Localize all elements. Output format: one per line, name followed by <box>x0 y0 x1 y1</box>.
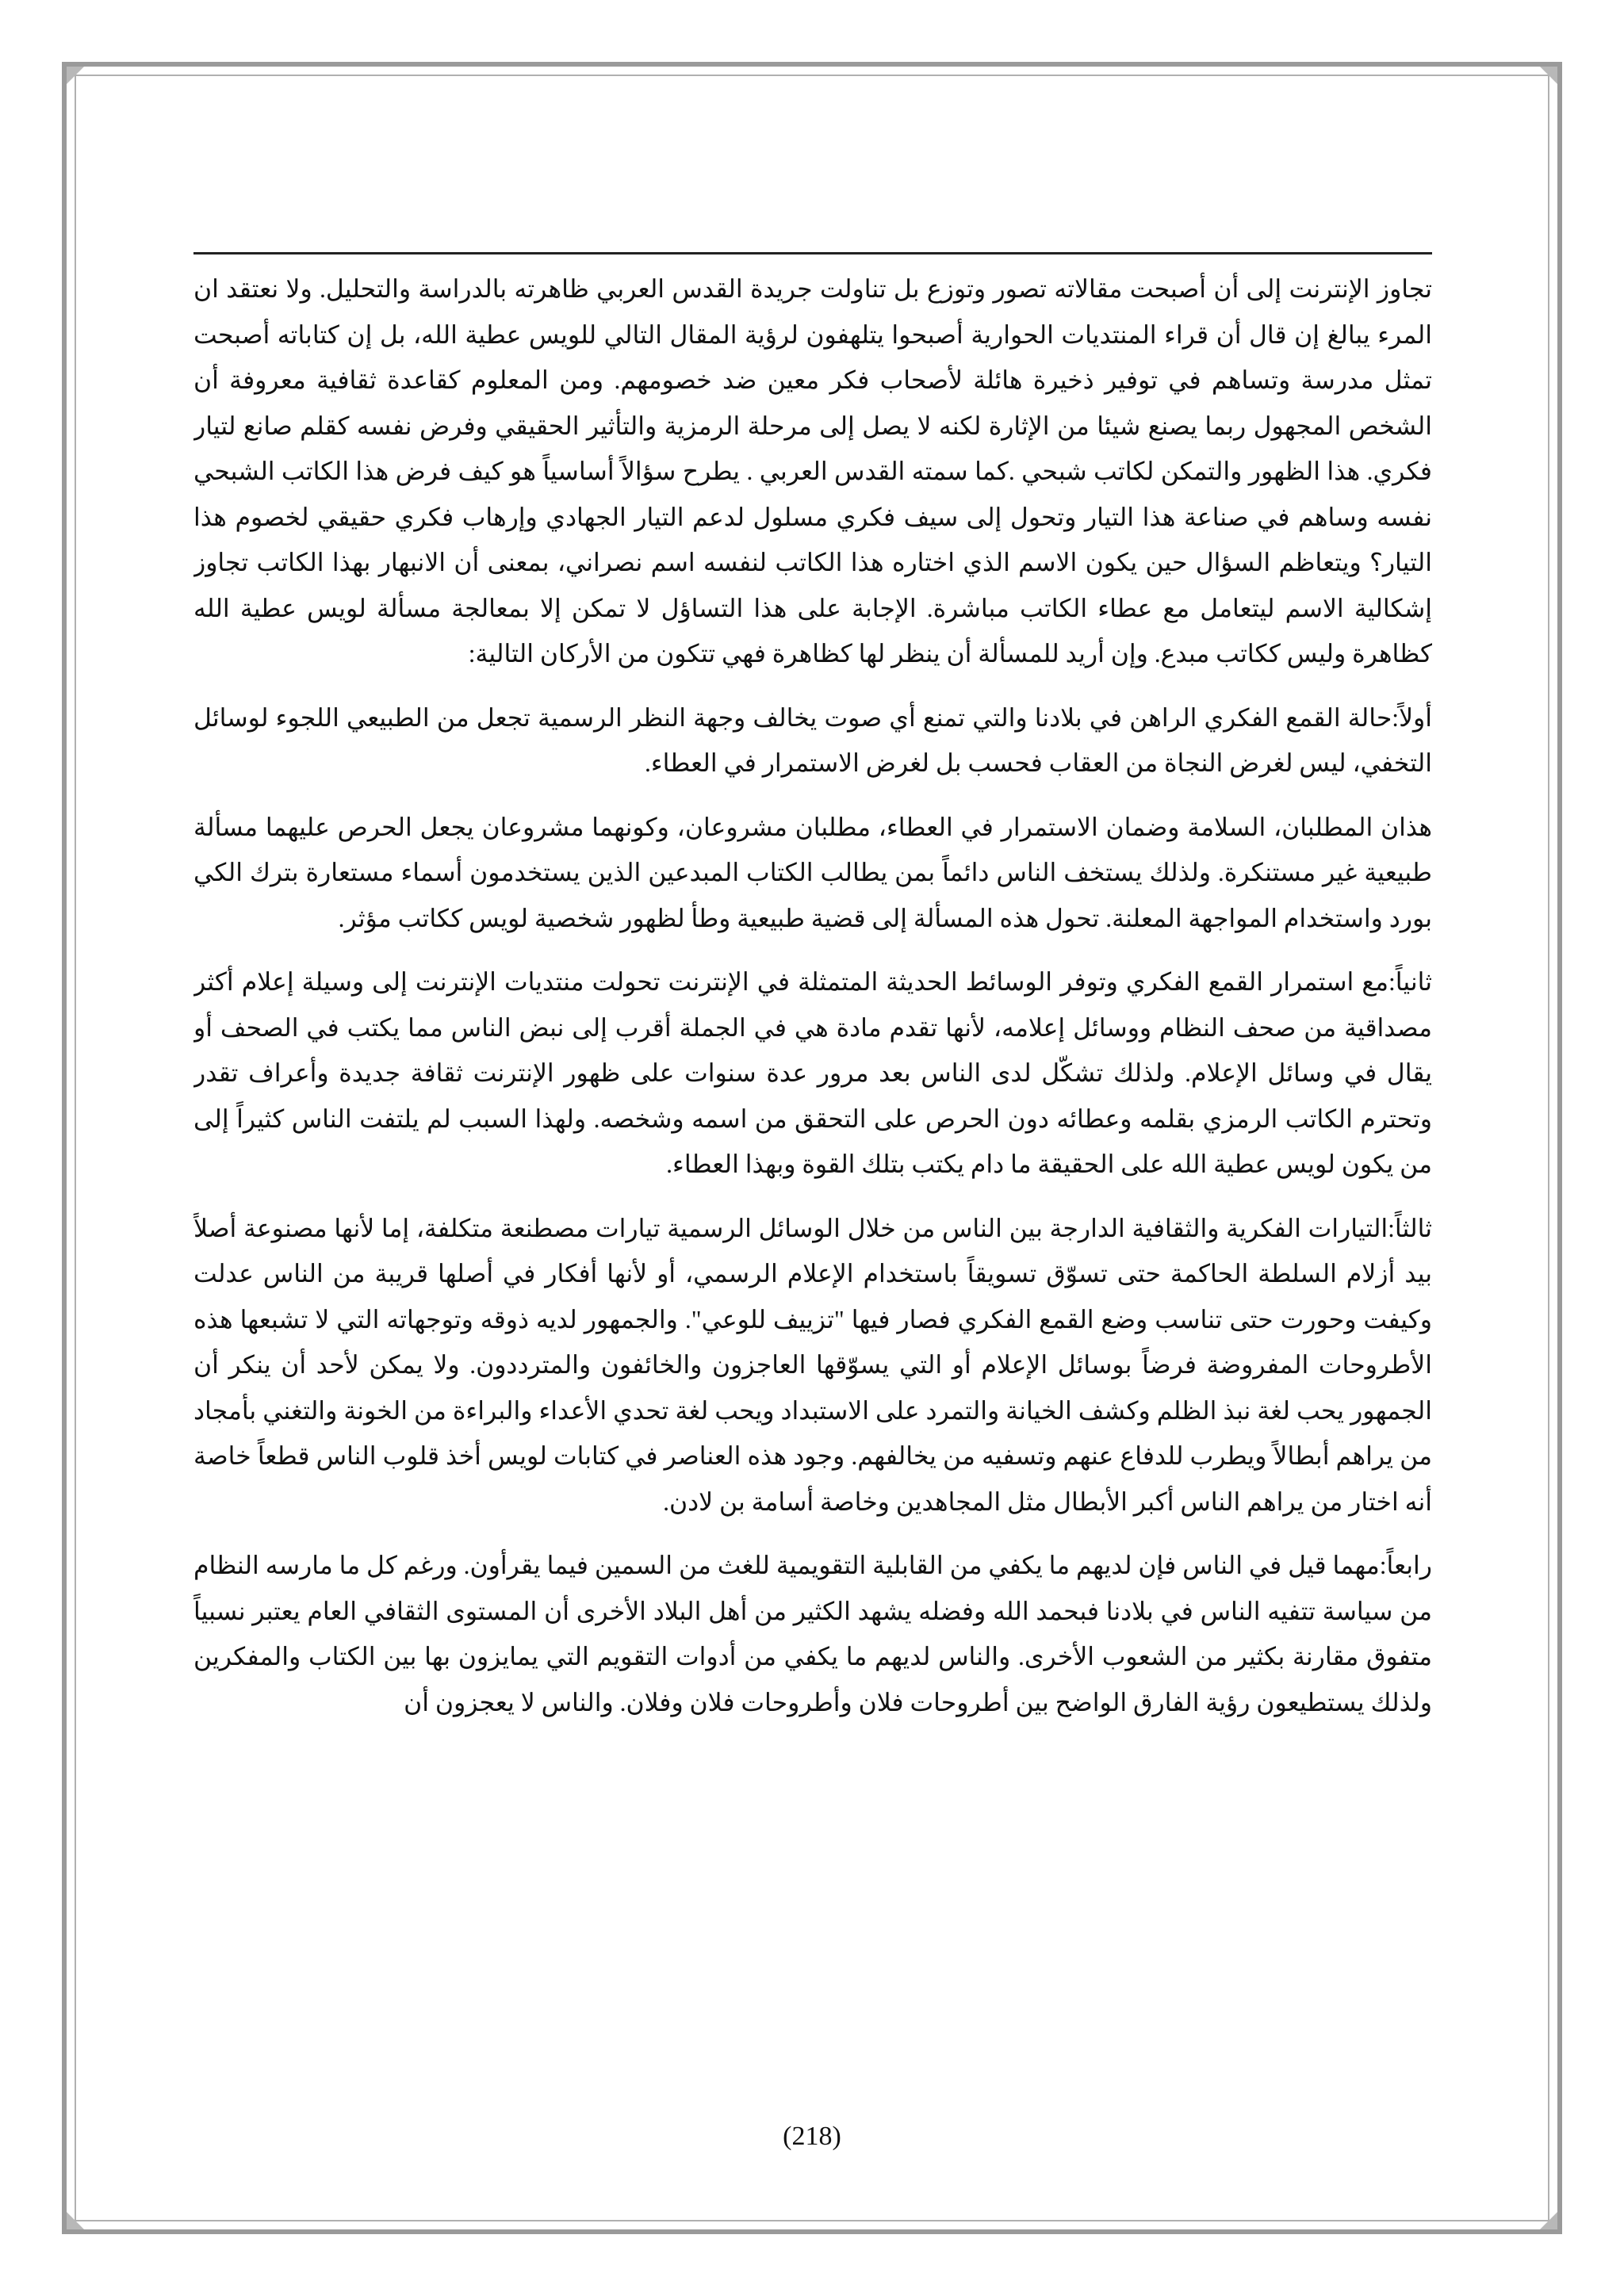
paragraph-first-point-continued: هذان المطلبان، السلامة وضمان الاستمرار في العطاء، مطلبان مشروعان، وكونهما مشروعان يجعل الحرص عليهما مسألة طبيعية غير مستنكرة. ولذلك يستخف الناس دائماً بمن يطالب الكتاب المبدعين الذين يستخدمون أسماء مستعارة بترك الكي بورد واستخدام المواجهة المعلنة. تحول هذه المسألة إلى قضية طبيعية وطأ لظهور شخصية لويس ككاتب مؤثر. <box>193 813 1432 932</box>
border-corner-ornament <box>67 2212 84 2229</box>
paragraph-fourth-point: رابعاً:مهما قيل في الناس فإن لديهم ما يكفي من القابلية التقويمية للغث من السمين فيما يقرأون. ورغم كل ما مارسه النظام من سياسة تتفيه الناس في بلادنا فبحمد الله وفضله يشهد الكثير من أهل البلاد الأخرى أن المستوى الثقافي العام يعتبر نسبياً متفوق مقارنة بكثير من الشعوب الأخرى. والناس لديهم ما يكفي من أدوات التقويم التي يمايزون بها بين الكتاب والمفكرين ولذلك يستطيعون رؤية الفارق الواضح بين أطروحات فلان وأطروحات فلان وفلان. والناس لا يعجزون أن <box>193 1552 1432 1716</box>
border-corner-ornament <box>1540 67 1557 84</box>
paragraph-third-point: ثالثاً:التيارات الفكرية والثقافية الدارجة بين الناس من خلال الوسائل الرسمية تيارات مصطنعة متكلفة، إما لأنها مصنوعة أصلاً بيد أزلام السلطة الحاكمة حتى تسوّق تسويقاً باستخدام الإعلام الرسمي، أو لأنها أفكار في أصلها قريبة من الناس عدلت وكيفت وحورت حتى تناسب وضع القمع الفكري فصار فيها "تزييف للوعي". والجمهور لديه ذوقه وتوجهاته التي لا تشبعها هذه الأطروحات المفروضة فرضاً بوسائل الإعلام أو التي يسوّقها العاجزون والخائفون والمترددون. ولا يمكن لأحد أن ينكر أن الجمهور يحب لغة نبذ الظلم وكشف الخيانة والتمرد على الاستبداد ويحب لغة تحدي الأعداء والبراءة من الخونة والتغني بأمجاد من يراهم أبطالاً ويطرب للدفاع عنهم وتسفيه من يخالفهم. وجود هذه العناصر في كتابات لويس أخذ قلوب الناس قطعاً خاصة أنه اختار من يراهم الناس أكبر الأبطال مثل المجاهدين وخاصة أسامة بن لادن. <box>193 1214 1432 1516</box>
paragraph-first-point: أولاً:حالة القمع الفكري الراهن في بلادنا والتي تمنع أي صوت يخالف وجهة النظر الرسمية تجعل من الطبيعي اللجوء لوسائل التخفي، ليس لغرض النجاة من العقاب فحسب بل لغرض الاستمرار في العطاء. <box>193 703 1432 777</box>
paragraph-second-point: ثانياً:مع استمرار القمع الفكري وتوفر الوسائط الحديثة المتمثلة في الإنترنت تحولت منتديات الإنترنت إلى وسيلة إعلام أكثر مصداقية من صحف النظام ووسائل إعلامه، لأنها تقدم مادة هي في الجملة أقرب إلى نبض الناس مما يكتب في الصحف أو يقال في وسائل الإعلام. ولذلك تشكّل لدى الناس بعد مرور عدة سنوات على ظهور الإنترنت ثقافة جديدة وأعراف تقدر وتحترم الكاتب الرمزي بقلمه وعطائه دون الحرص على التحقق من اسمه وشخصه. ولهذا السبب لم يلتفت الناس كثيراً إلى من يكون لويس عطية الله على الحقيقة ما دام يكتب بتلك القوة وبهذا العطاء. <box>193 968 1432 1178</box>
paragraph-intro: تجاوز الإنترنت إلى أن أصبحت مقالاته تصور وتوزع بل تناولت جريدة القدس العربي ظاهرته بالدراسة والتحليل. ولا نعتقد ان المرء يبالغ إن قال أن قراء المنتديات الحوارية أصبحوا يتلهفون لرؤية المقال التالي للويس عطية الله، بل إن كتاباته أصبحت تمثل مدرسة وتساهم في توفير ذخيرة هائلة لأصحاب فكر معين ضد خصومهم. ومن المعلوم كقاعدة ثقافية معروفة أن الشخص المجهول ربما يصنع شيئا من الإثارة لكنه لا يصل إلى مرحلة الرمزية والتأثير الحقيقي وفرض نفسه كقلم صانع لتيار فكري. هذا الظهور والتمكن لكاتب شبحي .كما سمته القدس العربي . يطرح سؤالاً أساسياً هو كيف فرض هذا الكاتب الشبحي نفسه وساهم في صناعة هذا التيار وتحول إلى سيف فكري مسلول لدعم التيار الجهادي وإرهاب فكري حقيقي لخصوم هذا التيار؟ ويتعاظم السؤال حين يكون الاسم الذي اختاره هذا الكاتب لنفسه اسم نصراني، بمعنى أن الانبهار بهذا الكاتب تجاوز إشكالية الاسم ليتعامل مع عطاء الكاتب مباشرة. الإجابة على هذا التساؤل لا تمكن إلا بمعالجة مسألة لويس عطية الله كظاهرة وليس ككاتب مبدع. وإن أريد للمسألة أن ينظر لها كظاهرة فهي تتكون من الأركان التالية: <box>193 275 1432 668</box>
border-corner-ornament <box>1540 2212 1557 2229</box>
header-rule <box>193 252 1432 254</box>
page-number: (218) <box>783 2122 841 2151</box>
page-body <box>193 266 1432 2090</box>
border-corner-ornament <box>67 67 84 84</box>
